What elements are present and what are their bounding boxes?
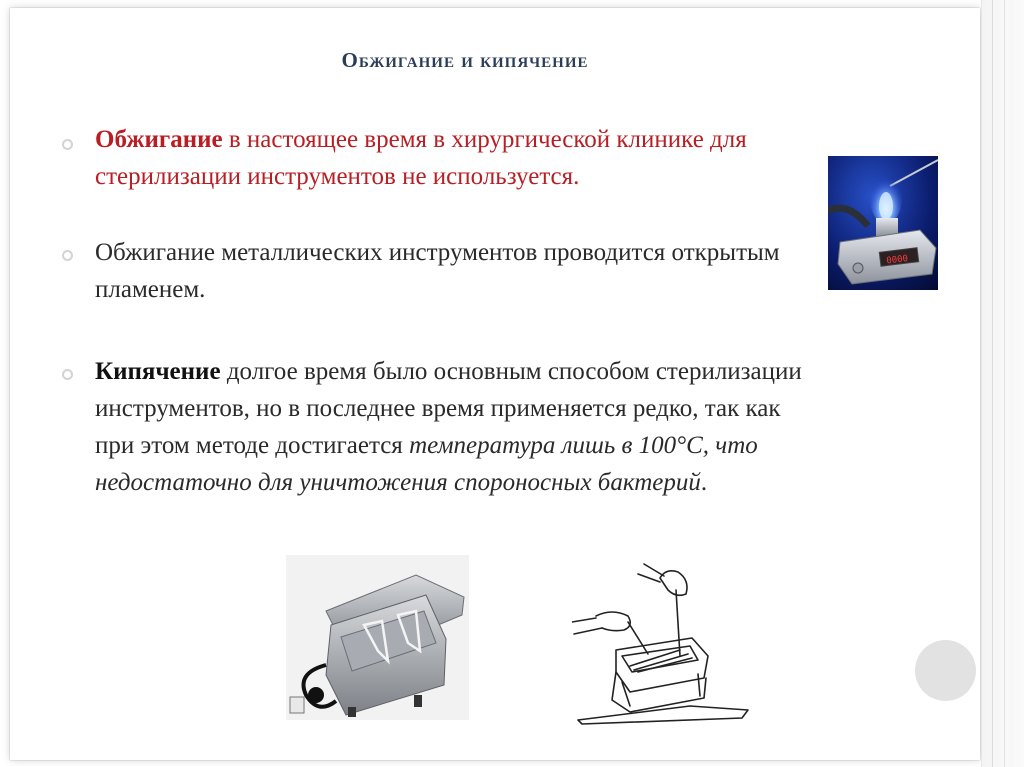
paragraph-boiling	[95, 353, 815, 501]
page-edge-strip	[981, 0, 1024, 767]
term-obzhiganie: Обжигание	[95, 126, 223, 153]
term-kipyachenie: Кипячение	[95, 358, 221, 385]
bullet-dot	[62, 139, 73, 150]
paragraph-italic-text: температура лишь в 100°С, что недостаточно для уничтожения спороносных бактерий	[95, 432, 758, 496]
paragraph-text: в настоящее время в хирургической клинике для стерилизации инструментов не используется.	[95, 126, 747, 190]
bullet-dot	[62, 250, 73, 261]
slide-title: Обжигание и кипячение	[341, 48, 589, 72]
bullet-dot	[62, 369, 73, 380]
burner-display-readout: 0000	[885, 253, 909, 267]
paragraph-text: .	[700, 469, 708, 496]
paragraph-burning-flame: Обжигание металлических инструментов проводится открытым пламенем.	[95, 239, 780, 303]
paragraph-text: долгое время было основным способом стерилизации инструментов, но в последнее время применяется редко, так как при этом методе достигается	[95, 358, 802, 459]
paragraph-burning-not-used	[95, 121, 815, 195]
gas-burner-image	[828, 156, 938, 290]
sterilizer-box-image	[286, 555, 469, 720]
next-slide-button[interactable]	[915, 640, 976, 701]
boiling-sterilizer-drawing	[572, 560, 752, 725]
